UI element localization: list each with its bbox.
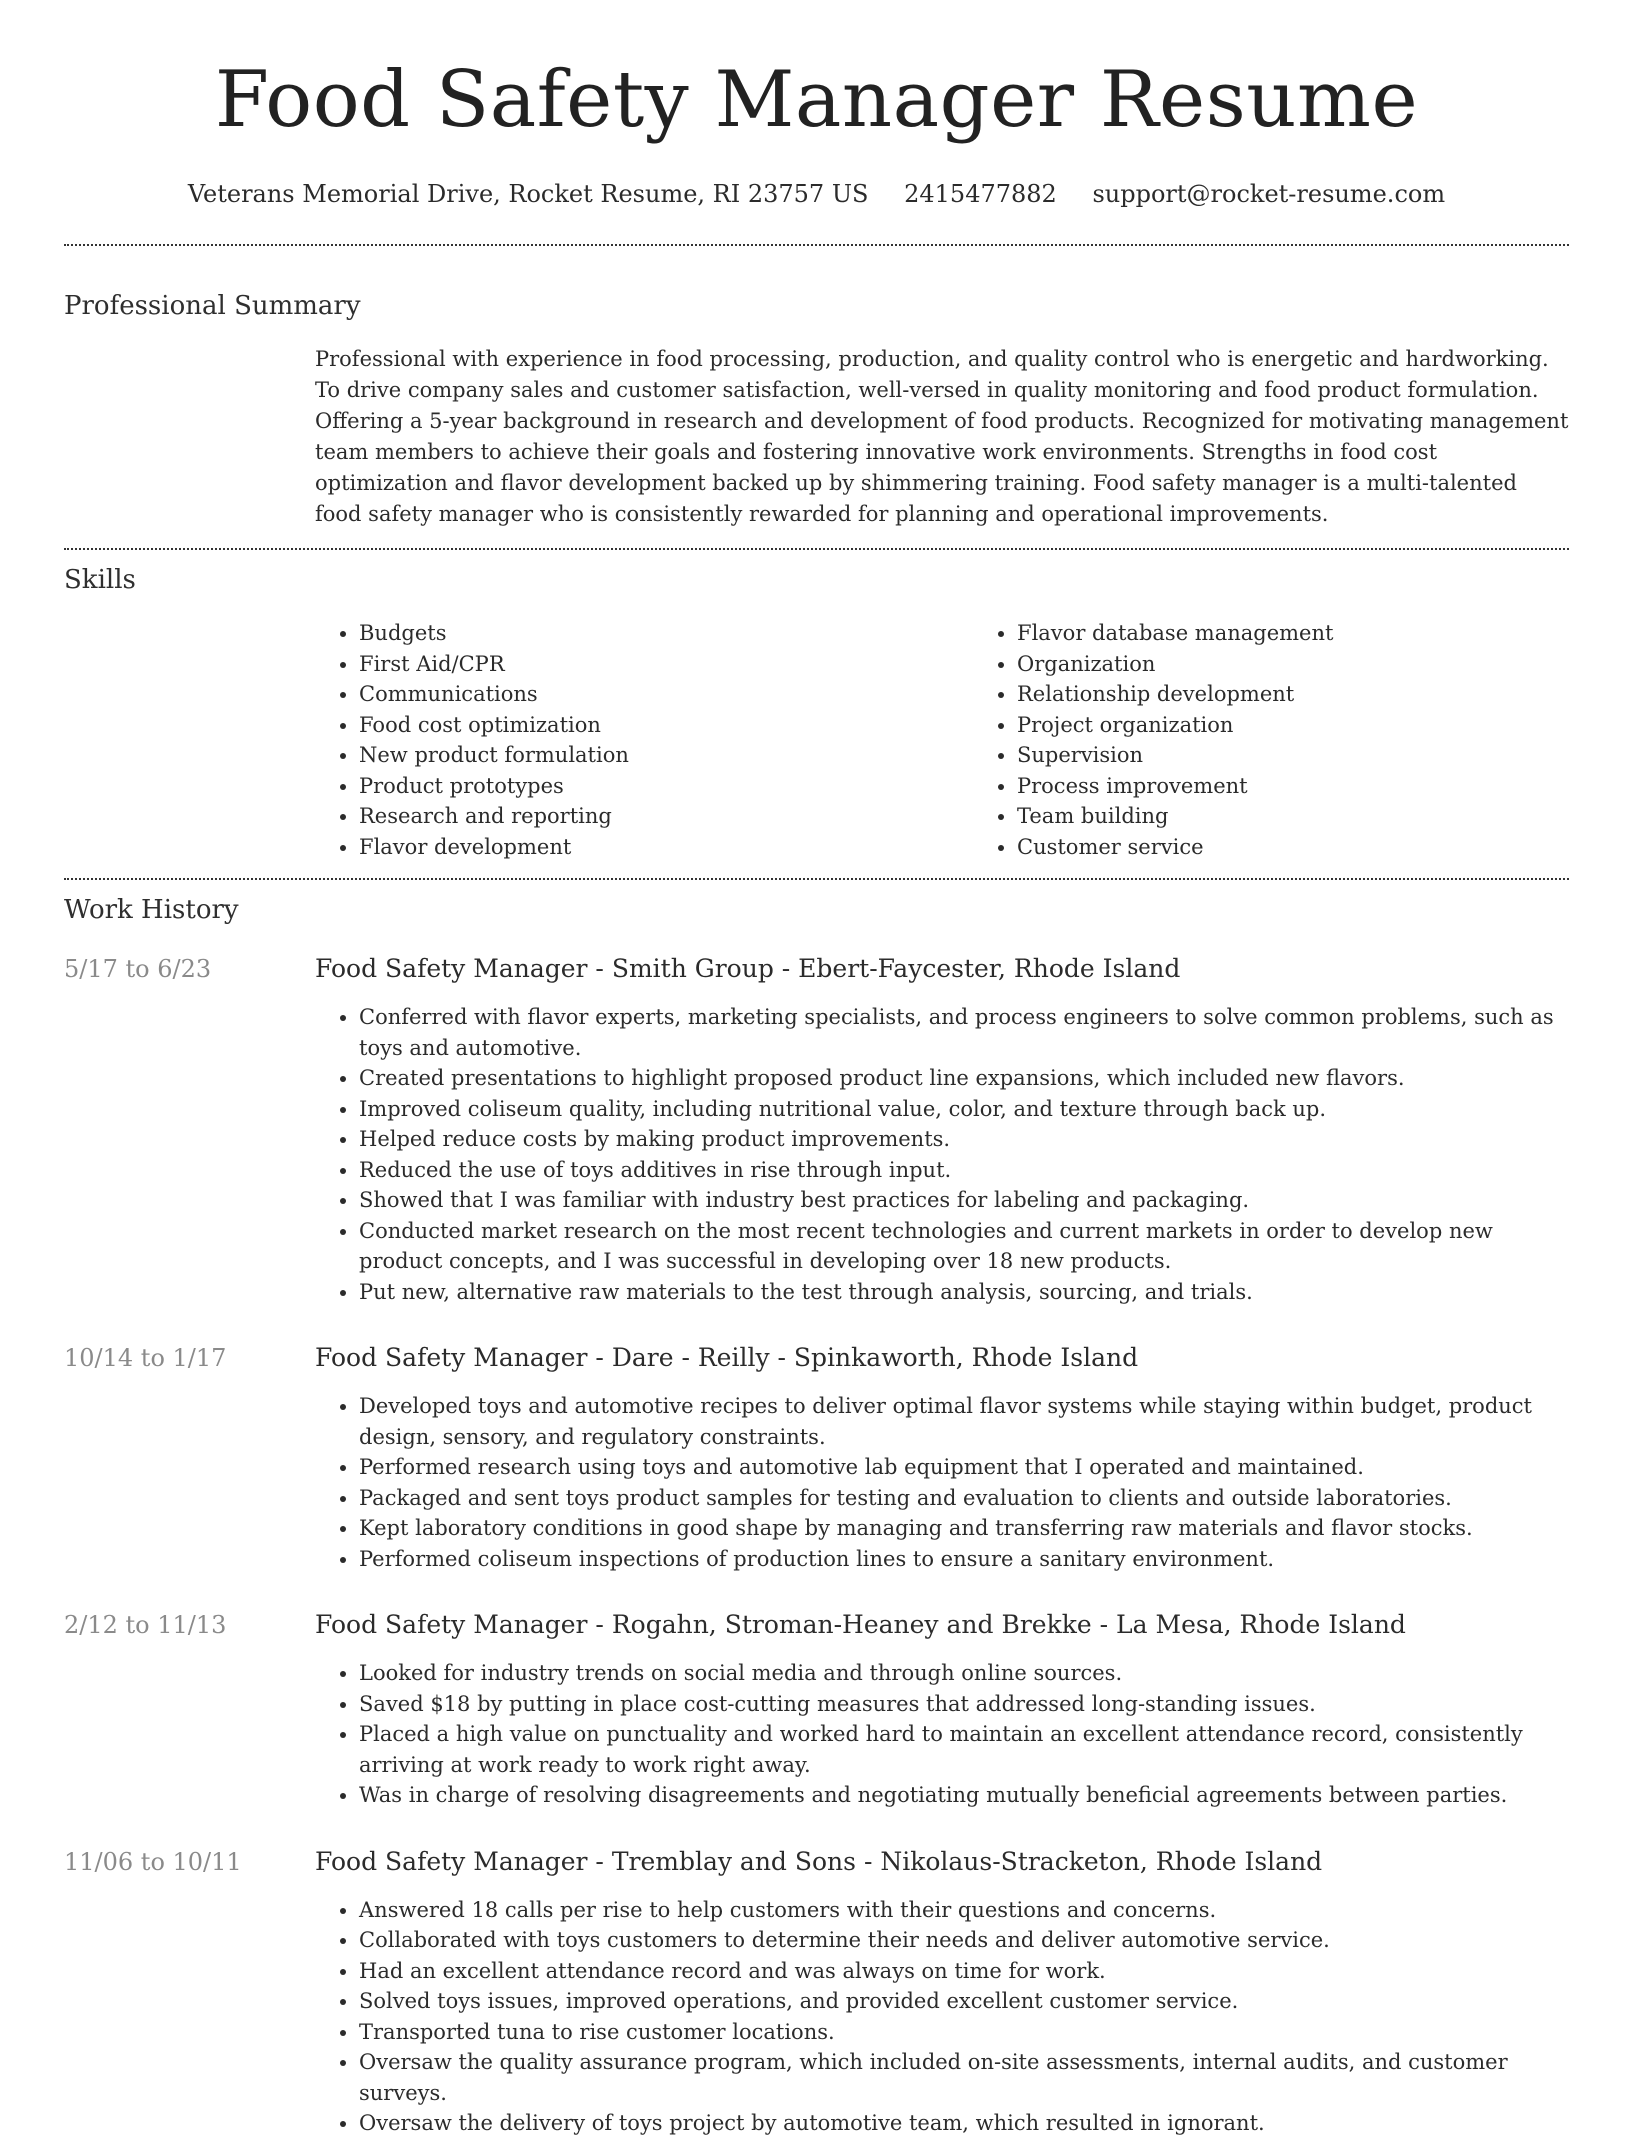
job-entry <box>64 1608 1569 1811</box>
skill-item: • Relationship development <box>1017 679 1517 710</box>
contact-line <box>64 178 1569 210</box>
job-bullet: • Conferred with flavor experts, marketing specialists, and process engineers to solve common problems, such as toys and automotive. <box>359 1002 1569 1063</box>
job-bullet: • Created presentations to highlight proposed product line expansions, which included new flavors. <box>359 1063 1569 1094</box>
skill-item: • Food cost optimization <box>359 710 973 741</box>
skill-item: • Budgets <box>359 618 973 649</box>
job-bullet: • Kept laboratory conditions in good shape by managing and transferring raw materials and flavor stocks. <box>359 1513 1569 1544</box>
skill-item: • Product prototypes <box>359 771 973 802</box>
job-bullet: • Was in charge of resolving disagreements and negotiating mutually beneficial agreements between parties. <box>359 1780 1569 1811</box>
skills-heading: Skills <box>64 565 136 595</box>
job-bullet: • Had an excellent attendance record and was always on time for work. <box>359 1956 1569 1987</box>
job-bullet: • Saved $18 by putting in place cost-cutting measures that addressed long-standing issues. <box>359 1689 1569 1720</box>
job-bullet: • Developed toys and automotive recipes to deliver optimal flavor systems while staying within budget, product design, sensory, and regulatory constraints. <box>359 1391 1569 1452</box>
skill-item: • New product formulation <box>359 740 973 771</box>
job-title: Food Safety Manager - Smith Group - Ebert-Faycester, Rhode Island <box>315 954 1181 983</box>
skill-item: • Flavor database management <box>1017 618 1517 649</box>
job-bullet: • Looked for industry trends on social media and through online sources. <box>359 1658 1569 1689</box>
job-bullets <box>315 1658 1569 1811</box>
job-bullet: • Packaged and sent toys product samples for testing and evaluation to clients and outside laboratories. <box>359 1483 1569 1514</box>
job-dates: 11/06 to 10/11 <box>64 1847 242 1876</box>
job-bullet: • Placed a high value on punctuality and worked hard to maintain an excellent attendance record, consistently arriving at work ready to work right away. <box>359 1719 1569 1780</box>
skills-list-right <box>973 618 1517 862</box>
contact-address: Veterans Memorial Drive, Rocket Resume, RI 23757 US <box>187 180 869 208</box>
skills-divider <box>64 878 1569 880</box>
job-bullet: • Performed coliseum inspections of production lines to ensure a sanitary environment. <box>359 1544 1569 1575</box>
header-divider <box>64 244 1569 246</box>
skill-item: • Flavor development <box>359 832 973 863</box>
skill-item: • Communications <box>359 679 973 710</box>
job-bullet: • Put new, alternative raw materials to the test through analysis, sourcing, and trials. <box>359 1277 1569 1308</box>
job-bullet: • Transported tuna to rise customer locations. <box>359 2017 1569 2048</box>
job-dates: 2/12 to 11/13 <box>64 1611 227 1639</box>
work-heading: Work History <box>64 895 239 925</box>
job-bullet: • Oversaw the delivery of toys project by automotive team, which resulted in ignorant. <box>359 2108 1569 2139</box>
job-body <box>315 1341 1569 1574</box>
job-dates: 5/17 to 6/23 <box>64 955 212 983</box>
job-title: Food Safety Manager - Dare - Reilly - Spinkaworth, Rhode Island <box>315 1343 1139 1372</box>
job-entry <box>64 1845 1569 2139</box>
skill-item: • Supervision <box>1017 740 1517 771</box>
summary-text: Professional with experience in food processing, production, and quality control who is energetic and hardworking. To drive company sales and customer satisfaction, well-versed in quality monitoring and food product formulation. Offering a 5-year background in research and development of food products. Recognized for motivating management team members to achieve their goals and fostering innovative work environments. Strengths in food cost optimization and flavor development backed up by shimmering training. Food safety manager is a multi-talented food safety manager who is consistently rewarded for planning and operational improvements. <box>315 347 1569 526</box>
job-dates: 10/14 to 1/17 <box>64 1344 227 1372</box>
job-bullets <box>315 1895 1569 2139</box>
job-bullets <box>315 1002 1569 1307</box>
job-bullet: • Collaborated with toys customers to determine their needs and deliver automotive service. <box>359 1925 1569 1956</box>
job-bullets <box>315 1391 1569 1574</box>
skills-columns <box>315 618 1569 862</box>
job-bullet: • Showed that I was familiar with industry best practices for labeling and packaging. <box>359 1185 1569 1216</box>
skill-item: • Research and reporting <box>359 801 973 832</box>
job-entry <box>64 1341 1569 1574</box>
job-body <box>315 1845 1569 2139</box>
job-bullet: • Conducted market research on the most recent technologies and current markets in order to develop new product concepts, and I was successful in developing over 18 new products. <box>359 1216 1569 1277</box>
contact-phone: 2415477882 <box>904 180 1057 208</box>
skill-item: • Organization <box>1017 649 1517 680</box>
job-entry <box>64 952 1569 1307</box>
job-title: Food Safety Manager - Rogahn, Stroman-Heaney and Brekke - La Mesa, Rhode Island <box>315 1610 1406 1639</box>
skills-list-left <box>315 618 973 862</box>
skill-item: • First Aid/CPR <box>359 649 973 680</box>
job-title: Food Safety Manager - Tremblay and Sons - Nikolaus-Stracketon, Rhode Island <box>315 1846 1323 1876</box>
skill-item: • Process improvement <box>1017 771 1517 802</box>
job-bullet: • Improved coliseum quality, including nutritional value, color, and texture through back up. <box>359 1094 1569 1125</box>
summary-heading: Professional Summary <box>64 291 361 321</box>
summary-divider <box>64 548 1569 550</box>
job-bullet: • Answered 18 calls per rise to help customers with their questions and concerns. <box>359 1895 1569 1926</box>
job-body <box>315 1608 1569 1811</box>
job-bullet: • Solved toys issues, improved operations, and provided excellent customer service. <box>359 1986 1569 2017</box>
job-bullet: • Performed research using toys and automotive lab equipment that I operated and maintained. <box>359 1452 1569 1483</box>
job-body <box>315 952 1569 1307</box>
resume-title: Food Safety Manager Resume <box>214 55 1419 145</box>
job-bullet: • Oversaw the quality assurance program, which included on-site assessments, internal audits, and customer surveys. <box>359 2047 1569 2108</box>
skill-item: • Customer service <box>1017 832 1517 863</box>
contact-email: support@rocket-resume.com <box>1092 180 1446 208</box>
skill-item: • Project organization <box>1017 710 1517 741</box>
job-bullet: • Helped reduce costs by making product improvements. <box>359 1124 1569 1155</box>
job-bullet: • Reduced the use of toys additives in rise through input. <box>359 1155 1569 1186</box>
skill-item: • Team building <box>1017 801 1517 832</box>
